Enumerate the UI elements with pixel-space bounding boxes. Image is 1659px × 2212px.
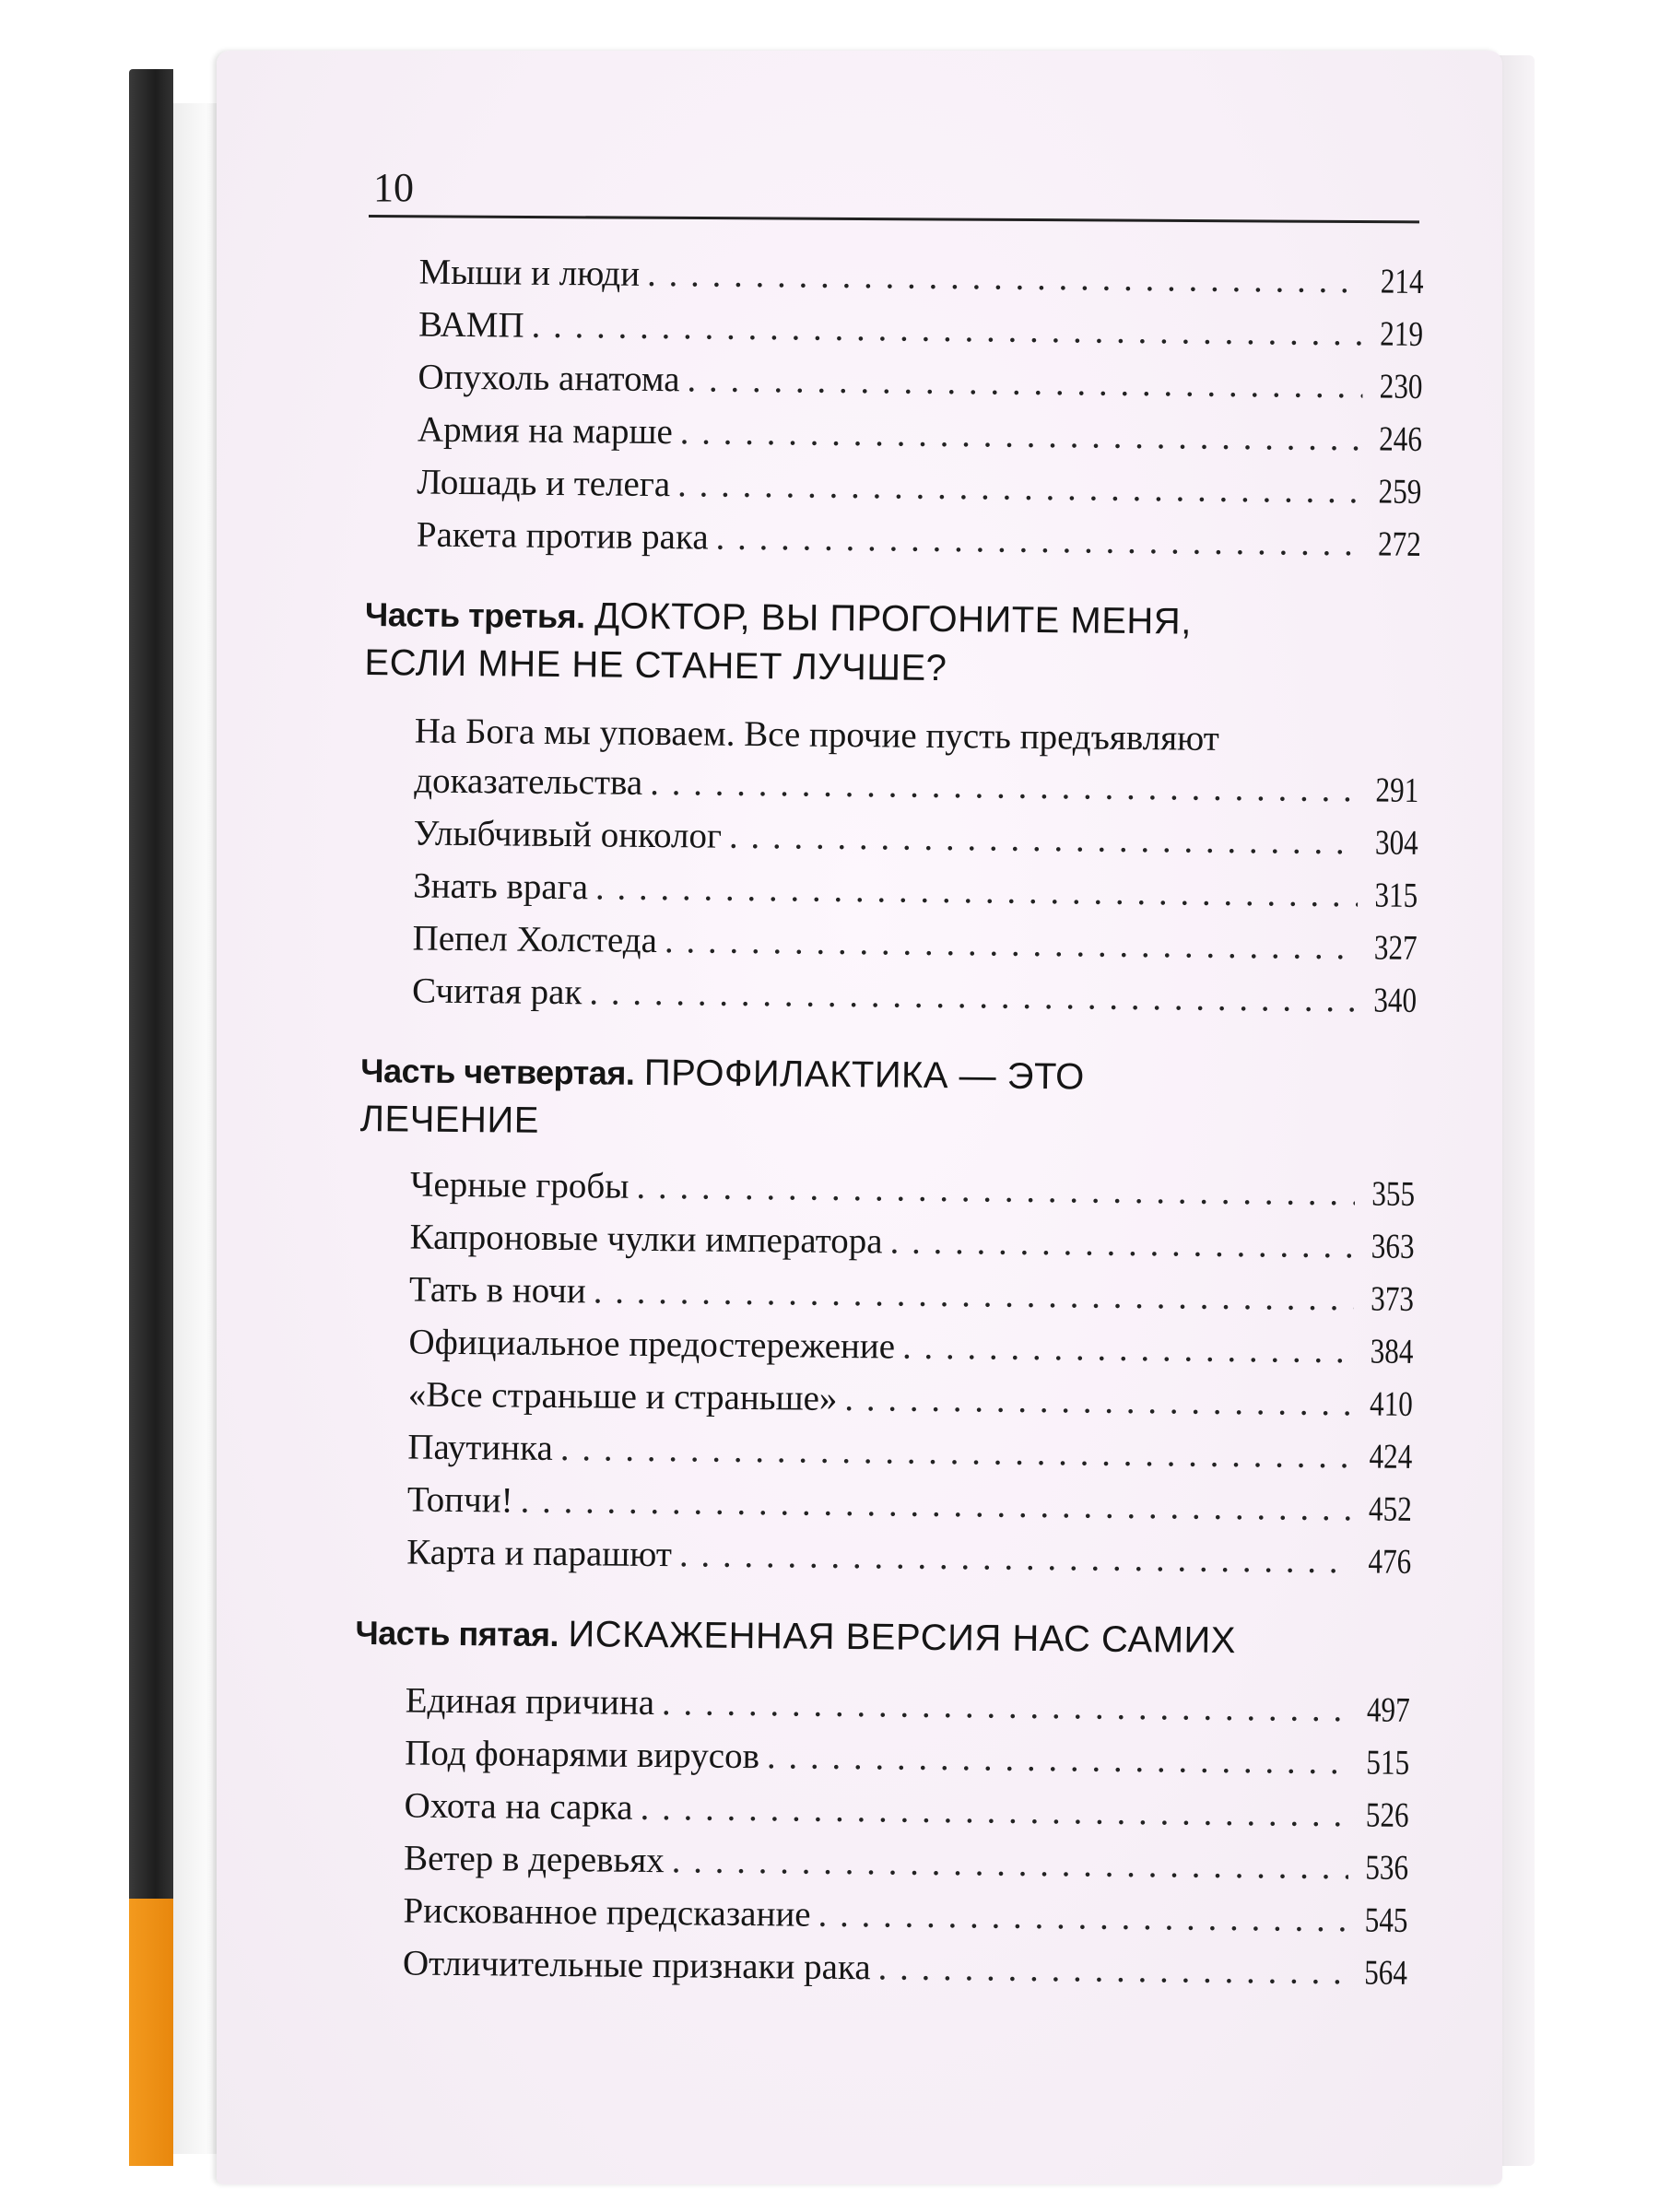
toc-entry-page: 424 <box>1369 1437 1413 1477</box>
toc-entry-title: Ветер в деревьях <box>403 1838 665 1881</box>
toc-entry <box>403 1890 1408 1940</box>
toc-entry <box>406 1479 1412 1529</box>
leader-dots <box>640 1790 1348 1832</box>
toc-entry <box>418 359 1422 405</box>
toc-entry-page: 545 <box>1364 1900 1408 1940</box>
toc-entry <box>406 1532 1412 1582</box>
leader-dots <box>902 1329 1354 1370</box>
leader-dots <box>729 818 1359 861</box>
toc-entry <box>407 1427 1413 1477</box>
toc-entry <box>409 1218 1414 1264</box>
part-label: Часть третья. <box>364 594 585 636</box>
toc-entry-page: 526 <box>1365 1795 1409 1835</box>
part-heading <box>355 1608 1387 1667</box>
leader-dots <box>844 1381 1353 1421</box>
leader-dots <box>560 1430 1353 1474</box>
toc-entry-page: 515 <box>1366 1743 1410 1783</box>
toc-entry-page: 230 <box>1379 367 1423 406</box>
toc-entry-page: 564 <box>1364 1953 1408 1993</box>
toc-entry-title: Официальное предостережение <box>408 1322 896 1367</box>
leader-dots <box>715 520 1361 562</box>
leader-dots <box>594 1273 1355 1316</box>
leader-dots <box>531 308 1363 352</box>
toc-entry-page: 315 <box>1374 876 1418 915</box>
toc-entry-title: «Все страньше и страньше» <box>407 1374 838 1418</box>
toc-entry-page: 327 <box>1373 928 1418 968</box>
toc-entry-title-first-line: На Бога мы уповаем. Все прочие пусть предъявляют <box>414 711 1220 759</box>
toc-entry <box>412 972 1417 1018</box>
toc-entry <box>407 1374 1414 1424</box>
toc-entry <box>416 514 1422 564</box>
toc-entry <box>405 1680 1410 1730</box>
toc-entry-page: 497 <box>1366 1690 1410 1730</box>
toc-entry-title: ВАМП <box>418 304 524 346</box>
toc-entry-page: 291 <box>1375 771 1419 810</box>
table-of-contents <box>350 235 1429 2135</box>
toc-entry <box>404 1733 1410 1783</box>
page-number: 10 <box>373 165 414 210</box>
part-label: Часть пятая. <box>355 1613 559 1654</box>
toc-entry-page: 259 <box>1378 472 1422 512</box>
toc-entry <box>418 304 1424 354</box>
leader-dots <box>647 256 1364 299</box>
toc-entry-page: 373 <box>1371 1279 1415 1319</box>
toc-entry-page: 384 <box>1370 1332 1414 1371</box>
toc-entry-title: Под фонарями вирусов <box>404 1733 760 1777</box>
leader-dots <box>679 1536 1352 1579</box>
toc-entry-title: Улыбчивый онколог <box>413 813 723 856</box>
part-title-continued: ЕСЛИ МНЕ НЕ СТАНЕТ ЛУЧШЕ? <box>364 641 947 689</box>
leader-dots <box>595 869 1359 912</box>
leader-dots <box>680 414 1363 456</box>
part-title: ИСКАЖЕННАЯ ВЕРСИЯ НАС САМИХ <box>568 1614 1237 1662</box>
leader-dots <box>889 1223 1354 1264</box>
leader-dots <box>687 361 1362 404</box>
book-spine-accent <box>129 1899 173 2166</box>
book-spine <box>129 69 173 2166</box>
toc-entry <box>409 1164 1416 1214</box>
toc-entry <box>404 1785 1409 1835</box>
toc-entry-page: 272 <box>1377 524 1422 564</box>
leader-dots <box>677 466 1362 509</box>
leader-dots <box>767 1738 1350 1780</box>
leader-dots <box>650 765 1359 807</box>
toc-entry-title: Топчи! <box>406 1479 513 1521</box>
toc-entry-title: Опухоль анатома <box>418 357 680 400</box>
toc-entry-title: Считая рак <box>411 971 582 1013</box>
part-heading <box>360 1046 1375 1153</box>
toc-entry-title: Лошадь и телега <box>417 462 671 505</box>
toc-entry-title: Тать в ночи <box>408 1269 586 1312</box>
toc-entry-page: 536 <box>1365 1848 1409 1888</box>
toc-entry <box>413 865 1418 915</box>
toc-entry <box>403 1838 1409 1888</box>
part-title: ПРОФИЛАКТИКА — ЭТО <box>643 1052 1085 1098</box>
toc-entry-page: 219 <box>1380 314 1424 354</box>
toc-entry-page: 476 <box>1368 1542 1412 1582</box>
toc-entry <box>413 813 1418 863</box>
toc-entry <box>408 1269 1415 1319</box>
toc-entry-title: Капроновые чулки императора <box>409 1217 883 1262</box>
toc-entry-title: Армия на марше <box>417 409 673 453</box>
toc-entry <box>402 1943 1408 1993</box>
toc-entry <box>412 918 1418 968</box>
leader-dots <box>818 1897 1347 1938</box>
leader-dots <box>589 974 1357 1018</box>
toc-entry-title: Ракета против рака <box>416 514 709 558</box>
part-title: ДОКТОР, ВЫ ПРОГОНИТЕ МЕНЯ, <box>594 595 1193 642</box>
leader-dots <box>672 1842 1349 1885</box>
leader-dots <box>636 1169 1355 1211</box>
toc-entry <box>408 1324 1413 1369</box>
toc-entry-title: Рискованное предсказание <box>403 1890 811 1935</box>
toc-entry-title: Мыши и люди <box>418 252 641 294</box>
part-title-continued: ЛЕЧЕНИЕ <box>359 1098 540 1141</box>
leader-dots <box>662 1685 1350 1727</box>
toc-entry <box>418 254 1423 300</box>
part-heading <box>364 590 1379 697</box>
toc-entry-title: Охота на сарка <box>404 1785 633 1828</box>
toc-entry-title: Паутинка <box>407 1427 554 1468</box>
toc-entry-page: 304 <box>1374 823 1418 863</box>
toc-entry <box>414 760 1419 810</box>
toc-entry-page: 246 <box>1378 419 1423 459</box>
toc-entry-title: Карта и парашют <box>406 1532 673 1575</box>
toc-entry-page: 355 <box>1371 1174 1416 1214</box>
toc-entry-title: Отличительные признаки рака <box>402 1943 871 1988</box>
toc-entry-title: Единая причина <box>405 1680 655 1724</box>
toc-entry-page: 363 <box>1371 1227 1415 1266</box>
toc-entry <box>417 462 1422 512</box>
toc-entry-page: 452 <box>1368 1489 1412 1529</box>
leader-dots <box>520 1483 1352 1527</box>
toc-entry-title: Пепел Холстеда <box>412 918 658 961</box>
toc-entry-page: 410 <box>1369 1384 1414 1424</box>
toc-entry-title: Черные гробы <box>409 1164 629 1206</box>
toc-entry <box>417 409 1423 459</box>
leader-dots <box>665 923 1358 965</box>
part-label: Часть четвертая. <box>360 1051 635 1092</box>
toc-entry-page: 214 <box>1380 262 1424 301</box>
toc-entry-title: Знать врага <box>413 865 589 908</box>
leader-dots <box>877 1949 1347 1990</box>
toc-entry-title: доказательства <box>414 760 643 803</box>
toc-entry-page: 340 <box>1373 981 1418 1020</box>
